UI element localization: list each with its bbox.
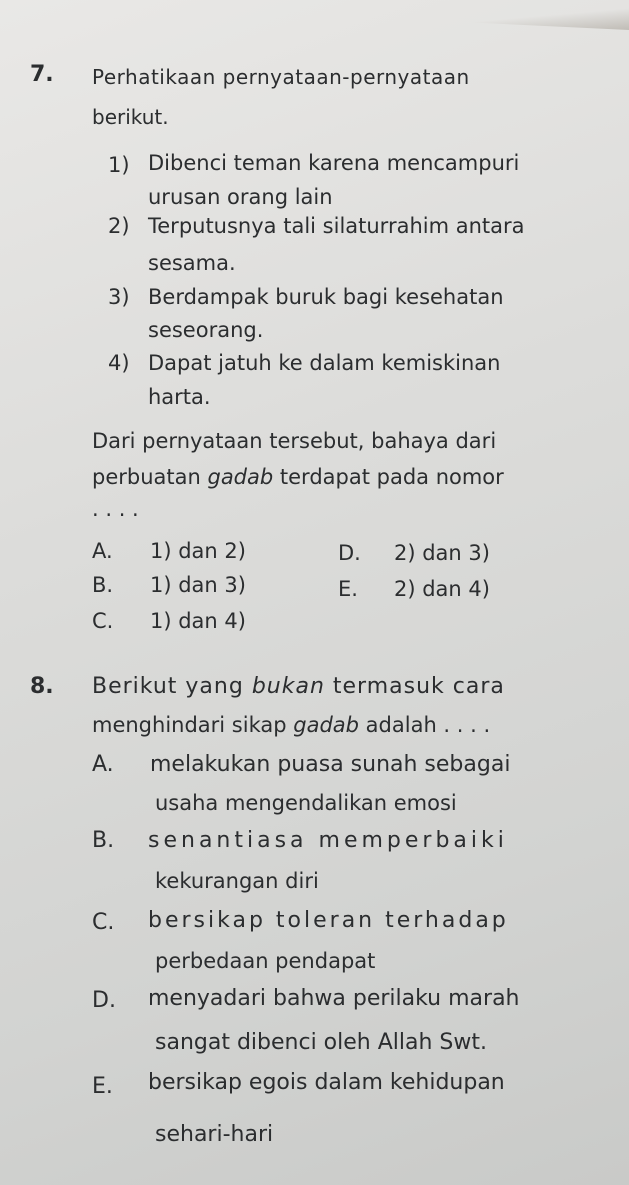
q8-number: 8. [30, 674, 54, 699]
q8-option-c-letter: C. [92, 910, 115, 935]
q7-stem-line2: berikut. [92, 105, 169, 129]
q7-option-a-letter: A. [92, 539, 113, 563]
q8-option-c-line2: perbedaan pendapat [155, 949, 376, 973]
q7-option-b-letter: B. [92, 573, 114, 597]
q7-option-a-text: 1) dan 2) [150, 539, 246, 563]
term-gadab-2: gadab [293, 713, 359, 737]
q7-option-d-letter: D. [338, 541, 361, 565]
q7-statement-1-line1: Dibenci teman karena mencampuri [148, 151, 520, 175]
term-gadab: gadab [207, 465, 274, 489]
q7-option-c-text: 1) dan 4) [150, 609, 246, 633]
q8-option-b-line2: kekurangan diri [155, 869, 319, 893]
q8-stem-line1: Berikut yang bukan termasuk cara [92, 674, 505, 699]
q7-statement-2-line1: Terputusnya tali silaturrahim antara [148, 214, 525, 238]
q7-statement-4-line2: harta. [148, 385, 211, 409]
q7-number: 7. [30, 62, 54, 87]
q7-statement-2-number: 2) [108, 214, 130, 238]
term-bukan: bukan [251, 674, 325, 699]
q7-option-e-text: 2) dan 4) [394, 577, 490, 601]
q7-statement-3-number: 3) [108, 285, 130, 309]
q8-stem-line2: menghindari sikap gadab adalah . . . . [92, 713, 491, 737]
q7-statement-4-number: 4) [108, 351, 130, 375]
q7-statement-3-line2: seseorang. [148, 318, 264, 342]
q7-stem-line1: Perhatikaan pernyataan-pernyataan [92, 65, 470, 89]
q8-option-a-line1: melakukan puasa sunah sebagai [150, 752, 511, 777]
q8-option-d-letter: D. [92, 988, 116, 1013]
q7-statement-4-line1: Dapat jatuh ke dalam kemiskinan [148, 351, 501, 375]
q7-option-e-letter: E. [338, 577, 358, 601]
q8-option-a-letter: A. [92, 752, 114, 777]
q7-statement-1-number: 1) [108, 153, 130, 177]
q8-option-c-line1: bersikap toleran terhadap [148, 908, 509, 933]
q7-question-line3: . . . . [92, 497, 139, 521]
q7-option-b-text: 1) dan 3) [150, 573, 246, 597]
q7-statement-1-line2: urusan orang lain [148, 185, 333, 209]
q7-question-line1: Dari pernyataan tersebut, bahaya dari [92, 429, 497, 453]
q7-question-line2: perbuatan gadab terdapat pada nomor [92, 465, 504, 489]
q8-option-d-line1: menyadari bahwa perilaku marah [148, 986, 520, 1011]
q8-option-a-line2: usaha mengendalikan emosi [155, 791, 457, 815]
q8-option-e-line1: bersikap egois dalam kehidupan [148, 1070, 505, 1095]
q8-option-d-line2: sangat dibenci oleh Allah Swt. [155, 1030, 487, 1055]
q7-option-c-letter: C. [92, 609, 114, 633]
q7-statement-2-line2: sesama. [148, 251, 236, 275]
q7-statement-3-line1: Berdampak buruk bagi kesehatan [148, 285, 504, 309]
q7-option-d-text: 2) dan 3) [394, 541, 490, 565]
q8-option-e-line2: sehari-hari [155, 1122, 274, 1147]
q8-option-b-letter: B. [92, 828, 115, 853]
q8-option-e-letter: E. [92, 1074, 113, 1099]
q8-option-b-line1: senantiasa memperbaiki [148, 828, 508, 853]
